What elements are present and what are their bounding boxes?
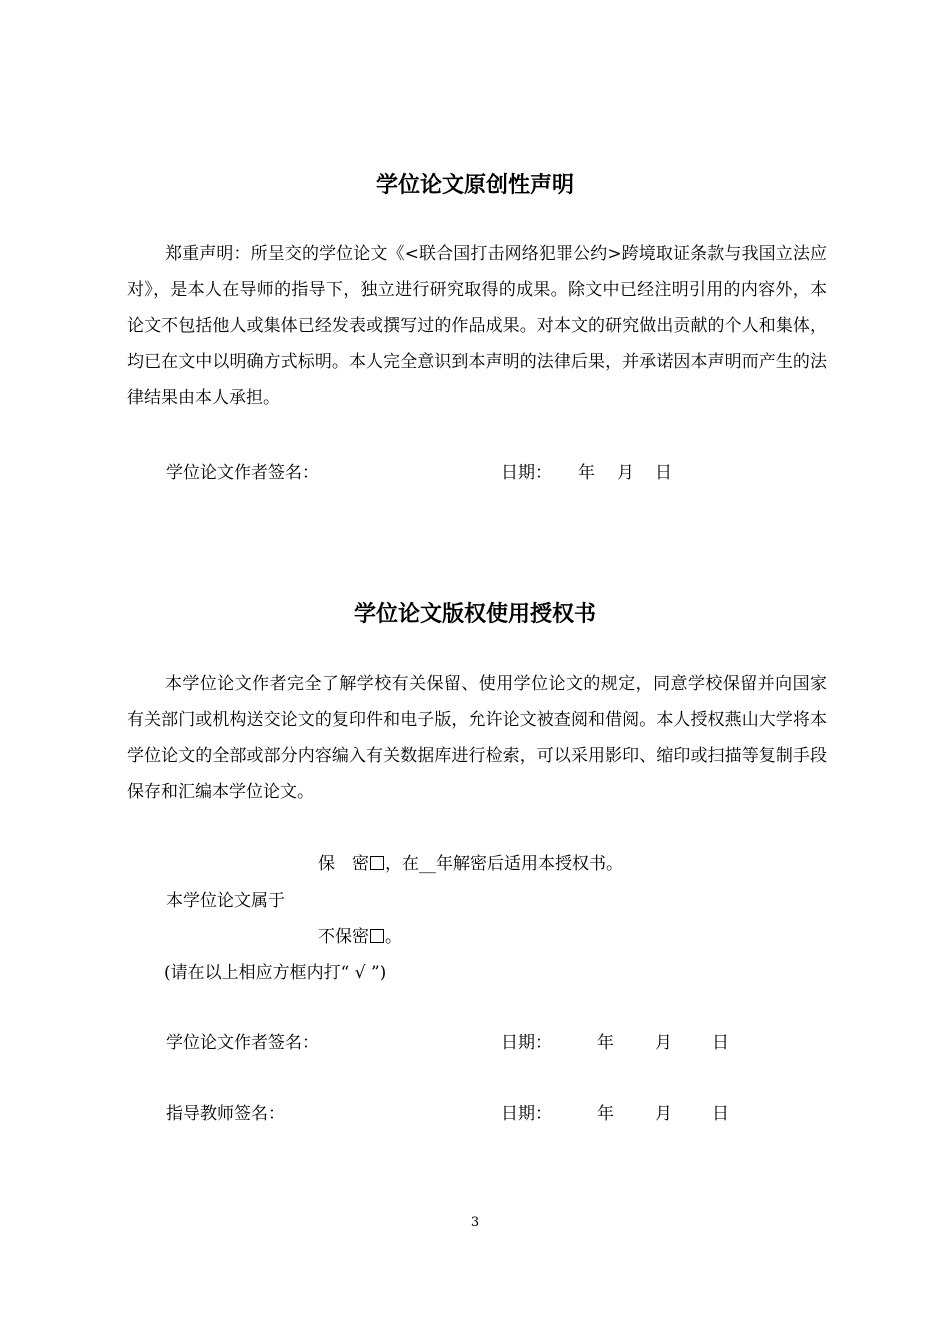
not-secret-checkbox[interactable] bbox=[370, 929, 384, 943]
advisor-sign-label: 指导教师签名： bbox=[166, 1104, 285, 1124]
advisor-day-label: 日 bbox=[712, 1104, 729, 1124]
checkmark-instruction: (请在以上相应方框内打“ √ ”) bbox=[164, 963, 387, 983]
not-secret-option-prefix: 不保密 bbox=[318, 927, 369, 947]
not-secret-option-suffix: 。 bbox=[385, 927, 402, 947]
secret-option-suffix: ，在__年解密后适用本授权书。 bbox=[385, 854, 623, 874]
advisor-date-label: 日期： bbox=[501, 1104, 552, 1124]
declaration-author-sign-label: 学位论文作者签名： bbox=[166, 463, 319, 483]
declaration-body: 郑重声明：所呈交的学位论文《<联合国打击网络犯罪公约>跨境取证条款与我国立法应对》，是本人在导师的指导下，独立进行研究取得的成果。除文中已经注明引用的内容外，本论文不包括他人或集体已经发表或撰写过的作品成果。对本文的研究做出贡献的个人和集体，均已在文中以明确方式标明。本人完全意识到本声明的法律后果，并承诺因本声明而产生的法律结果由本人承担。 bbox=[127, 244, 827, 408]
secret-option-line bbox=[318, 849, 623, 874]
declaration-title: 学位论文原创性声明 bbox=[375, 173, 574, 198]
declaration-month-label: 月 bbox=[617, 463, 634, 483]
advisor-month-label: 月 bbox=[655, 1104, 672, 1124]
not-secret-option-line bbox=[318, 922, 402, 947]
belongs-label: 本学位论文属于 bbox=[166, 891, 285, 911]
authorization-body: 本学位论文作者完全了解学校有关保留、使用学位论文的规定，同意学校保留并向国家有关部门或机构送交论文的复印件和电子版，允许论文被查阅和借阅。本人授权燕山大学将本学位论文的全部或部分内容编入有关数据库进行检索，可以采用影印、缩印或扫描等复制手段保存和汇编本学位论文。 bbox=[127, 674, 827, 802]
secret-option-prefix: 保 密 bbox=[318, 854, 369, 874]
authorization-author-year-label: 年 bbox=[597, 1033, 614, 1053]
secret-checkbox[interactable] bbox=[370, 856, 384, 870]
authorization-author-day-label: 日 bbox=[712, 1033, 729, 1053]
page-number: 3 bbox=[470, 1215, 480, 1230]
advisor-year-label: 年 bbox=[597, 1104, 614, 1124]
declaration-year-label: 年 bbox=[578, 463, 595, 483]
declaration-day-label: 日 bbox=[655, 463, 672, 483]
authorization-author-month-label: 月 bbox=[655, 1033, 672, 1053]
declaration-date-label: 日期： bbox=[501, 463, 552, 483]
authorization-title: 学位论文版权使用授权书 bbox=[353, 602, 596, 627]
authorization-author-sign-label: 学位论文作者签名： bbox=[166, 1033, 319, 1053]
authorization-author-date-label: 日期： bbox=[501, 1033, 552, 1053]
